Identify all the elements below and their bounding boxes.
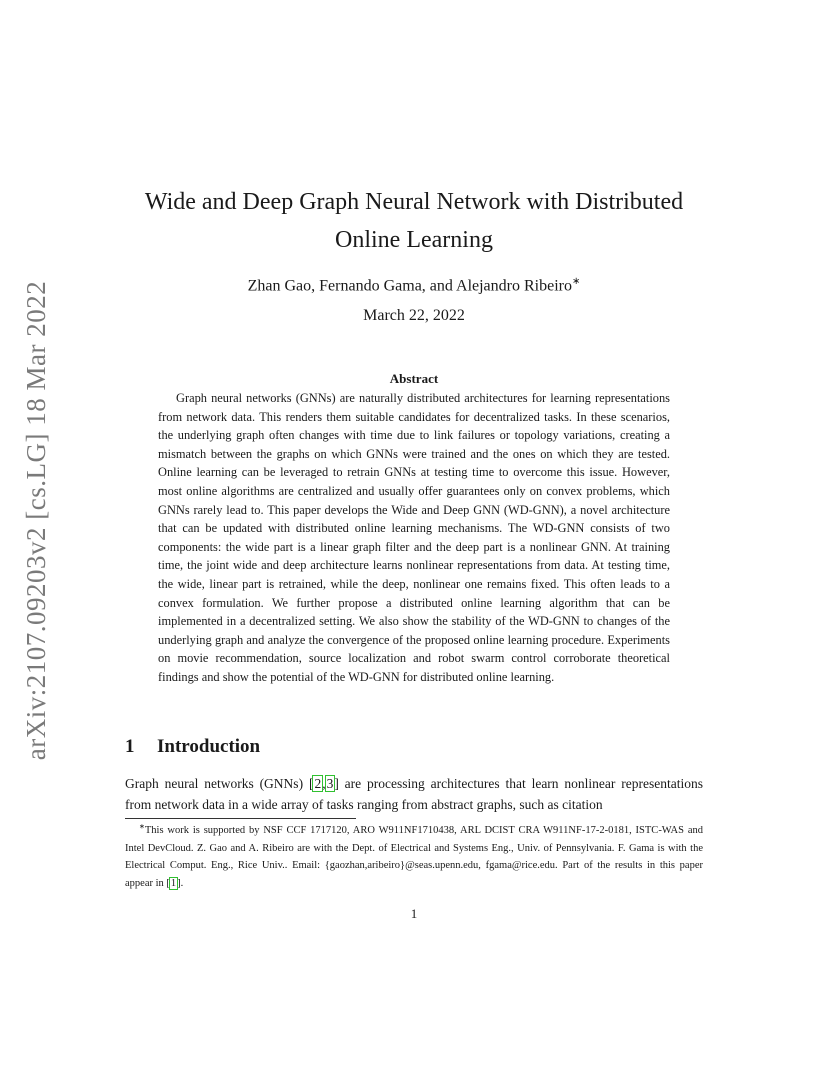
- abstract-heading: Abstract: [389, 371, 439, 386]
- section-heading-introduction: [125, 735, 260, 759]
- paper-date: March 22, 2022: [363, 307, 465, 324]
- citation-separator: ,: [322, 776, 326, 791]
- paper-title-line-1: Wide and Deep Graph Neural Network with Distributed: [144, 189, 684, 215]
- citation-link-1[interactable]: 1: [170, 877, 177, 889]
- paper-authors: [100, 272, 728, 296]
- section-title: Introduction: [157, 736, 261, 757]
- introduction-paragraph: [125, 773, 703, 815]
- section-number: 1: [125, 736, 135, 757]
- footnote-text: This work is supported by NSF CCF 1717120, ARO W911NF1710438, ARL DCIST CRA W911NF-17-2-0181, ISTC-WAS and Intel DevCloud. Z. Gao and A. Ribeiro are with the Dept. of Electrical and Systems Eng., Univ. of Pennsylvania. F. Gama is with the Electrical Comput. Eng., Rice Univ.. Email: {gaozhan,aribeiro}@seas.upenn.edu, fgama@rice.edu. Part of the results in this paper appear in: [125, 825, 703, 889]
- footnote-cite-close: ]: [177, 877, 181, 889]
- author-names: Zhan Gao, Fernando Gama, and Alejandro Ribeiro: [247, 277, 572, 295]
- arxiv-identifier-stamp[interactable]: [19, 282, 55, 758]
- citation-link-2[interactable]: 2: [314, 776, 322, 791]
- footnote: [125, 822, 703, 892]
- footnote-cite-open: [: [166, 877, 170, 889]
- abstract-text: Graph neural networks (GNNs) are naturally distributed architectures for learning representations from network data. This renders them suitable candidates for decentralized tasks. In these scenarios, the underlying graph often changes with time due to link failures or topology variations, creating a mismatch between the graphs on which GNNs were trained and the ones on which they are tested. Online learning can be leveraged to retrain GNNs at testing time to overcome this issue. However, most online algorithms are centralized and usually offer guarantees only on convex problems, which GNNs rarely lead to. This paper develops the Wide and Deep GNN (WD-GNN), a novel architecture that can be updated with distributed online learning mechanisms. The WD-GNN consists of two components: the wide part is a linear graph filter and the deep part is a nonlinear GNN. At training time, the joint wide and deep architecture learns nonlinear representations from data. At testing time, the wide, linear part is retrained, while the deep, nonlinear one remains fixed. This often leads to a convex formulation. We further propose a distributed online learning algorithm that can be implemented in a decentralized setting. We also show the stability of the WD-GNN to changes of the underlying graph and analyze the convergence of the proposed online learning procedure. Experiments on movie recommendation, source localization and robot swarm control corroborate theoretical findings and show the potential of the WD-GNN for distributed online learning.: [158, 391, 670, 684]
- page-number: 1: [410, 906, 418, 921]
- footnote-mark: ∗: [139, 822, 145, 831]
- citation-bracket-close: ]: [334, 776, 339, 791]
- intro-text-start: Graph neural networks (GNNs): [125, 776, 309, 791]
- author-footnote-mark[interactable]: ∗: [571, 276, 581, 287]
- paper-title: [100, 183, 728, 259]
- paper-title-line-2: Online Learning: [335, 227, 493, 253]
- footnote-end: .: [180, 877, 184, 889]
- citation-bracket-open: [: [308, 776, 314, 791]
- citation-link-3[interactable]: 3: [326, 776, 334, 791]
- intro-text-rest: are processing architectures that learn nonlinear representations from network data in a wide array of tasks ranging from abstract graphs, such as citation: [125, 776, 703, 812]
- arxiv-identifier-text: arXiv:2107.09203v2 [cs.LG] 18 Mar 2022: [21, 280, 52, 760]
- footnote-divider: [125, 818, 356, 819]
